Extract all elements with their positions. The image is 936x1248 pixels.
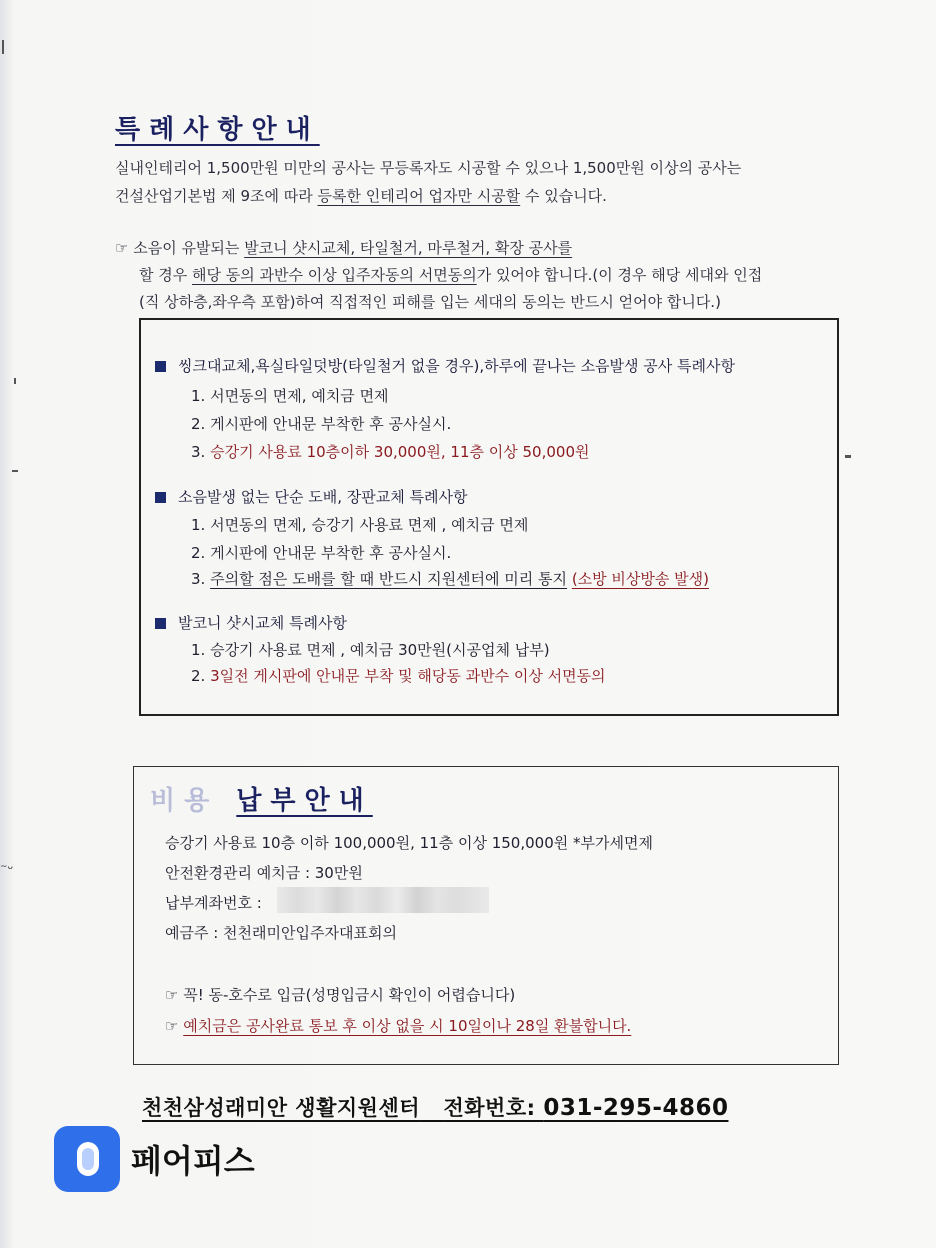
center-contact-footer: 천천삼성래미안 생활지원센터 전화번호: 031-295-4860: [142, 1095, 729, 1121]
payment-title: 비용 납부안내: [150, 786, 373, 816]
list-item: 2. 게시판에 안내문 부착한 후 공사실시.: [191, 415, 452, 433]
list-item: 2. 게시판에 안내문 부착한 후 공사실시.: [191, 544, 452, 562]
special-cases-box: [139, 318, 839, 716]
brand-name: 페어피스: [131, 1142, 255, 1180]
margin-handwriting: ~ᴗ: [0, 862, 14, 872]
account-label: 납부계좌번호 :: [165, 894, 262, 912]
noise-notice-line-1: ☞ 소음이 유발되는 발코니 샷시교체, 타일철거, 마루철거, 확장 공사를: [115, 239, 573, 257]
redacted-account-number: [277, 887, 489, 913]
intro-line-1: 실내인테리어 1,500만원 미만의 공사는 무등록자도 시공할 수 있으나 1,500만원 이상의 공사는: [115, 159, 742, 177]
page-title: 특례사항안내: [115, 115, 320, 145]
list-item: 3. 주의할 점은 도배를 할 때 반드시 지원센터에 미리 통지 (소방 비상방송 발생): [191, 570, 709, 588]
pointing-hand-icon: ☞: [165, 986, 184, 1004]
scan-mark: [2, 40, 4, 54]
account-holder-line: 예금주 : 천천래미안입주자대표회의: [165, 924, 397, 942]
list-item: 1. 서면동의 면제, 승강기 사용료 면제 , 예치금 면제: [191, 516, 529, 534]
elevator-fee-line: 승강기 사용료 10층 이하 100,000원, 11층 이상 150,000원 *부가세면제: [165, 834, 653, 852]
pointing-hand-icon: ☞: [115, 239, 134, 257]
list-item: 2. 3일전 게시판에 안내문 부착 및 해당동 과반수 이상 서면동의: [191, 667, 606, 685]
noise-notice-line-3: (직 상하층,좌우측 포함)하여 직접적인 피해를 입는 세대의 동의는 반드시 얻어야 합니다.): [139, 293, 721, 311]
list-item: 1. 승강기 사용료 면제 , 예치금 30만원(시공업체 납부): [191, 641, 550, 659]
scan-mark: [845, 455, 851, 458]
square-bullet-icon: [155, 618, 166, 629]
list-item: 3. 승강기 사용료 10층이하 30,000원, 11층 이상 50,000원: [191, 443, 590, 461]
section-heading: 소음발생 없는 단순 도배, 장판교체 특례사항: [155, 486, 467, 507]
section-heading: 발코니 샷시교체 특례사항: [155, 612, 347, 633]
pointing-hand-icon: ☞: [165, 1017, 184, 1035]
refund-notice: ☞ 예치금은 공사완료 통보 후 이상 없을 시 10일이나 28일 환불합니다.: [165, 1017, 632, 1035]
square-bullet-icon: [155, 492, 166, 503]
noise-notice-line-2: 할 경우 해당 동의 과반수 이상 입주자동의 서면동의가 있어야 합니다.(이 경우 해당 세대와 인접: [139, 266, 763, 284]
intro-line-2: 건설산업기본법 제 9조에 따라 등록한 인테리어 업자만 시공할 수 있습니다.: [115, 187, 607, 205]
square-bullet-icon: [155, 361, 166, 372]
app-logo-icon: [54, 1126, 120, 1192]
scan-mark: [14, 378, 16, 384]
deposit-line: 안전환경관리 예치금 : 30만원: [165, 864, 363, 882]
list-item: 1. 서면동의 면제, 예치금 면제: [191, 387, 389, 405]
deposit-instruction: ☞ 꼭! 동-호수로 입금(성명입금시 확인이 어렵습니다): [165, 986, 516, 1004]
section-heading: 씽크대교체,욕실타일덧방(타일철거 없을 경우),하루에 끝나는 소음발생 공사 특례사항: [155, 355, 735, 376]
scan-mark: [12, 470, 18, 472]
